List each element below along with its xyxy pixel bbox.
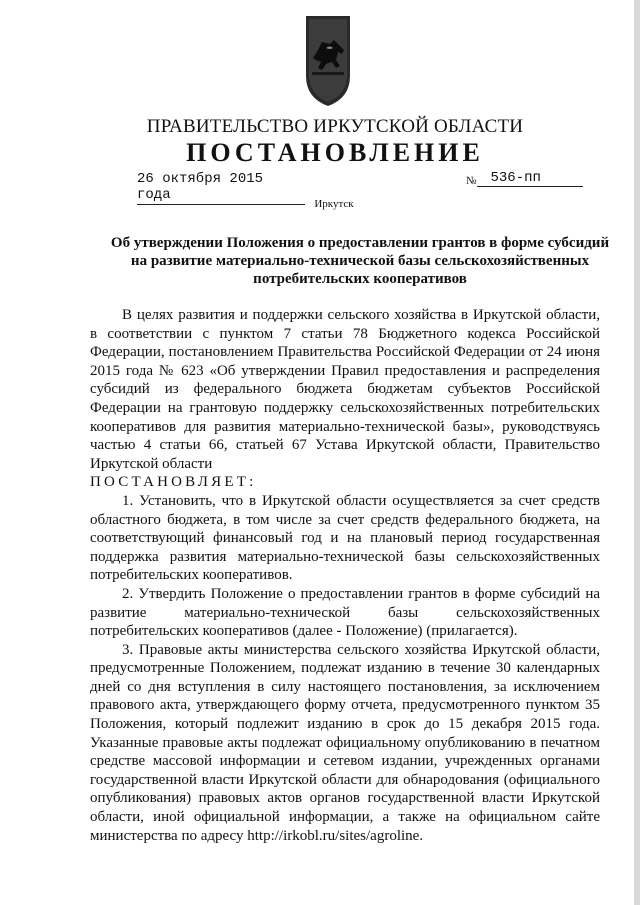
document-number: 536-пп bbox=[477, 170, 583, 187]
clause-paragraph: 2. Утвердить Положение о предоставлении грантов в форме субсидий на развитие материально-технической базы сельскохозяйственных потребительских кооперативов (далее - Положение) (прилагается). bbox=[90, 585, 600, 640]
title-line: потребительских кооперативов bbox=[253, 271, 467, 287]
government-name: ПРАВИТЕЛЬСТВО ИРКУТСКОЙ ОБЛАСТИ bbox=[146, 116, 524, 137]
clause-paragraph: 1. Установить, что в Иркутской области осуществляется за счет средств областного бюджета, в том числе за счет средств федерального бюджета, на соответствующий финансовый год и на плановый период государственная поддержка развития материально-технической базы сельскохозяйственных потребительских кооперативов. bbox=[90, 492, 600, 584]
document-city: Иркутск bbox=[314, 198, 354, 210]
title-line: на развитие материально-технической базы сельскохозяйственных bbox=[130, 253, 590, 269]
clause-paragraph: 3. Правовые акты министерства сельского хозяйства Иркутской области, предусмотренные Положением, подлежат изданию в течение 30 календарных дней со дня вступления в силу настоящего постановления, за исключением правового акта, утверждающего форму отчета, предусмотренного пунктом 35 Положения, который подлежит изданию в срок до 15 декабря 2015 года. Указанные правовые акты подлежат официальному опубликованию в печатном средстве массовой информации и сетевом издании, учрежденных органами государственной власти Иркутской области для обнародования (официального опубликования) правовых актов органов государственной власти Иркутской области, иной официальной информации, а также на официальном сайте министерства по адресу http://irkobl.ru/sites/agroline. bbox=[90, 641, 600, 844]
preamble-paragraph: В целях развития и поддержки сельского хозяйства в Иркутской области, в соответствии с пунктом 7 статьи 78 Бюджетного кодекса Российской Федерации, постановлением Правительства Российской Федерации от 24 июня 2015 года № 623 «Об утверждении Правил предоставления и распределения субсидий из федерального бюджета бюджетам субъектов Российской Федерации на грантовую поддержку сельскохозяйственных потребительских кооперативов для развития материально-технической базы», руководствуясь частью 4 статьи 66, статьей 67 Устава Иркутской области, Правительство Иркутской области bbox=[90, 307, 600, 472]
scan-edge bbox=[634, 0, 640, 905]
coat-of-arms-icon bbox=[300, 14, 356, 108]
document-number-block bbox=[466, 170, 583, 187]
number-sign: № bbox=[466, 175, 477, 187]
document-date: 26 октября 2015 года bbox=[137, 171, 305, 205]
document-body bbox=[90, 306, 600, 845]
document-title bbox=[100, 234, 620, 288]
title-line: Об утверждении Положения о предоставлении грантов в форме субсидий bbox=[110, 235, 610, 251]
decree-word: ПОСТАНОВЛЯЕТ: bbox=[90, 474, 257, 491]
document-type: ПОСТАНОВЛЕНИЕ bbox=[186, 138, 484, 167]
